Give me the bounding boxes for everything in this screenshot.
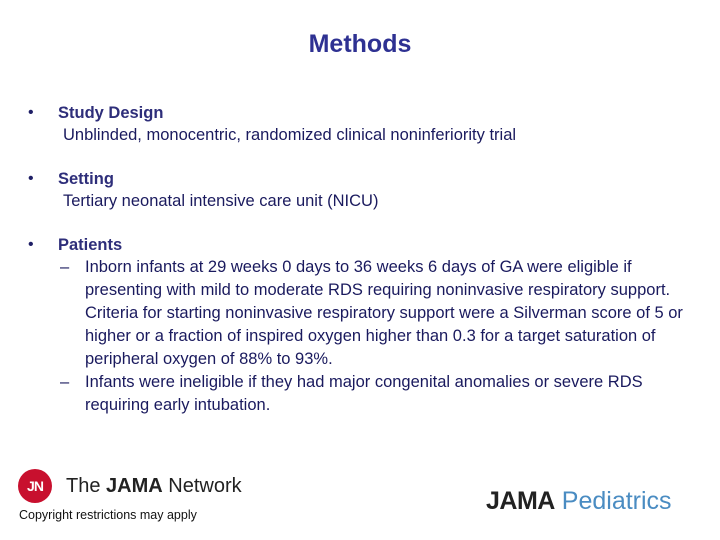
jama-network-logo: [18, 469, 242, 503]
bullet-icon: •: [28, 236, 34, 253]
bullet-patients: [28, 235, 698, 417]
bullet-body: Unblinded, monocentric, randomized clinical noninferiority trial: [63, 126, 517, 144]
bullet-heading: Setting: [58, 170, 114, 188]
sub-bullet-list: [60, 256, 698, 417]
copyright-notice: Copyright restrictions may apply: [19, 508, 197, 522]
sub-bullet-text: Infants were ineligible if they had major congenital anomalies or severe RDS requiring early intubation.: [85, 373, 643, 414]
sub-bullet-exclusion: [60, 371, 698, 417]
bullet-setting: [28, 169, 698, 213]
dash-icon: –: [60, 258, 70, 276]
jama-pediatrics-logo: [486, 487, 672, 516]
sub-bullet-eligibility: [60, 256, 698, 371]
bullet-heading: Patients: [58, 236, 123, 254]
dash-icon: –: [60, 373, 70, 391]
journal-brand: JAMA: [486, 487, 555, 515]
bullet-list: [28, 103, 698, 439]
slide-title: Methods: [308, 30, 412, 58]
bullet-heading: Study Design: [58, 104, 164, 122]
network-name: The JAMA Network: [66, 474, 242, 497]
bullet-body: Tertiary neonatal intensive care unit (NICU): [63, 192, 379, 210]
bullet-study-design: [28, 103, 698, 147]
bullet-icon: •: [28, 170, 34, 187]
jn-circle-logo-icon: JN: [18, 469, 52, 503]
journal-name: Pediatrics: [554, 487, 672, 515]
sub-bullet-text: Inborn infants at 29 weeks 0 days to 36 weeks 6 days of GA were eligible if presenting with mild to moderate RDS requiring noninvasive respiratory support. Criteria for starting noninvasive respiratory support were a Silverman score of 5 or higher or a fraction of inspired oxygen higher than 0.3 for a target saturation of peripheral oxygen of 88% to 93%.: [85, 258, 683, 368]
bullet-icon: •: [28, 104, 34, 121]
